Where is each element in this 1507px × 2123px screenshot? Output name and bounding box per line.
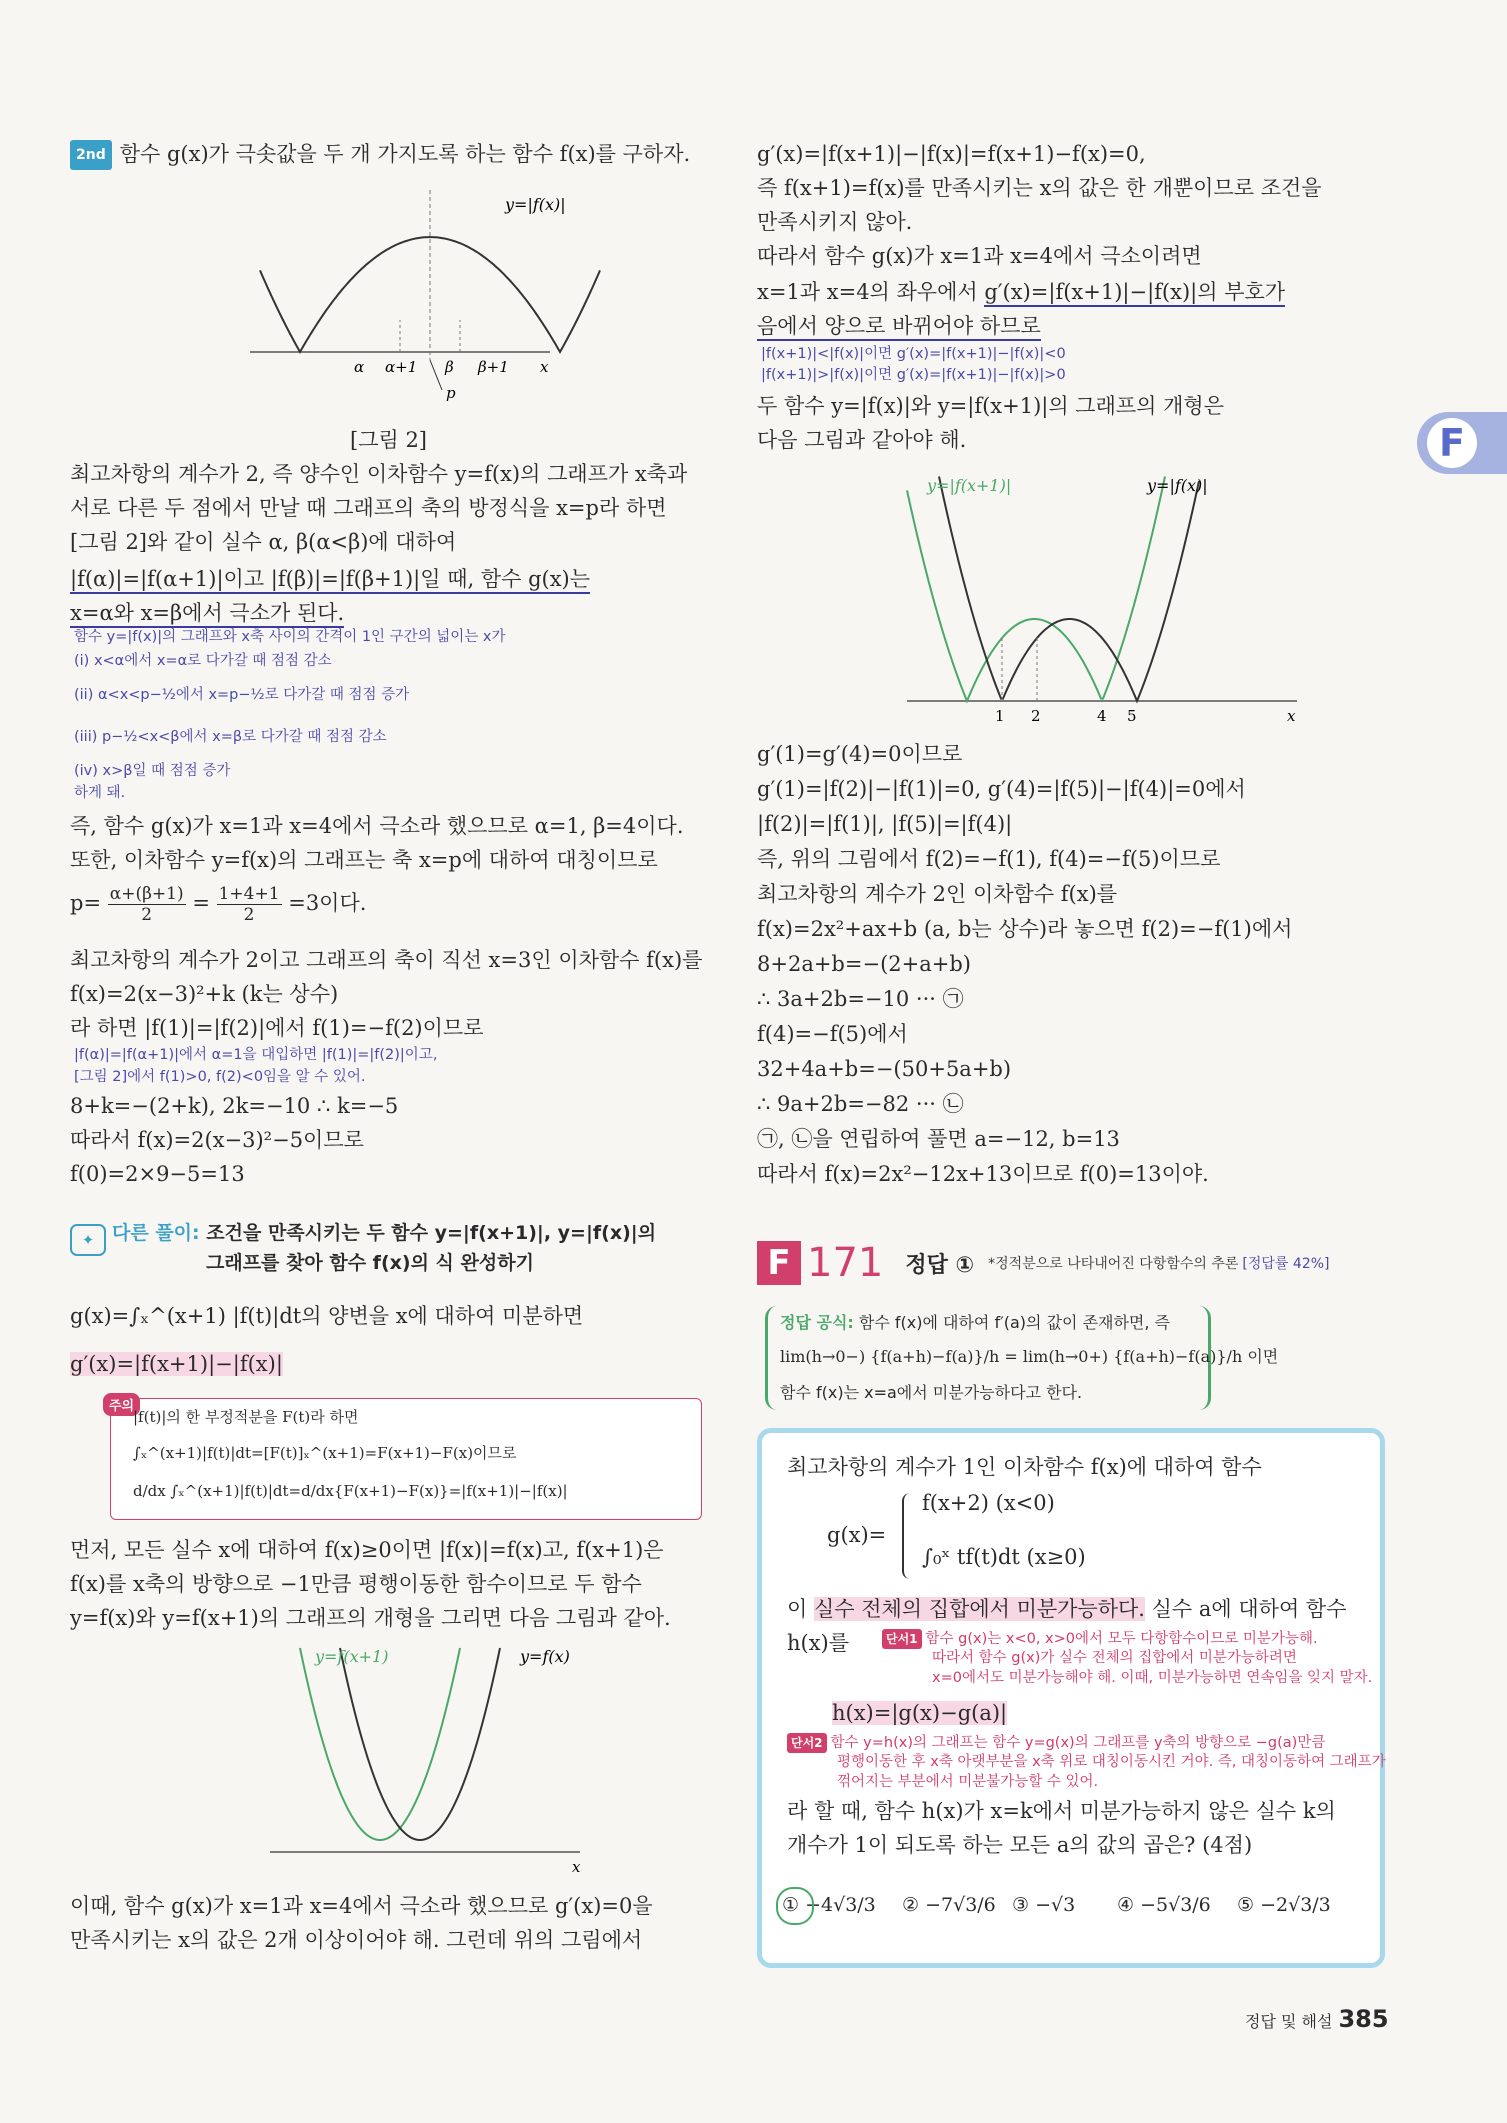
caution-line: d/dx ∫ₓ^(x+1)|f(t)|dt=d/dx{F(x+1)−F(x)}=|f(x+1)|−|f(x)| xyxy=(133,1482,568,1500)
problem-topic: *정적분으로 나타내어진 다항함수의 추론 xyxy=(988,1256,1239,1272)
annotation-line: 함수 y=|f(x)|의 그래프와 x축 사이의 간격이 1인 구간의 넓이는 x가 xyxy=(74,629,506,645)
alt-line: g(x)=∫ₓ^(x+1) |f(t)|dt의 양변을 x에 대하여 미분하면 xyxy=(70,1304,584,1328)
para4-line: 8+k=−(2+k), 2k=−10 ∴ k=−5 xyxy=(70,1094,399,1118)
annotation-line: |f(x+1)|>|f(x)|이면 g′(x)=|f(x+1)|−|f(x)|>0 xyxy=(761,367,1066,383)
fig2-curve-label: y=|f(x)| xyxy=(505,195,566,214)
alt-solution-head-2: 그래프를 찾아 함수 f(x)의 식 완성하기 xyxy=(206,1252,534,1274)
caution-tag: 주의 xyxy=(103,1393,140,1416)
fig2-tick-x: x xyxy=(540,358,549,376)
para4-line: 따라서 f(x)=2(x−3)²−5이므로 xyxy=(70,1128,364,1152)
right-after-line: 8+2a+b=−(2+a+b) xyxy=(757,952,971,976)
answer-circle xyxy=(776,1887,814,1925)
fig2-p-pointer xyxy=(430,360,442,390)
fig2-tick-alpha1: α+1 xyxy=(385,358,418,376)
annotation-line: [그림 2]에서 f(1)>0, f(2)<0임을 알 수 있어. xyxy=(74,1069,366,1085)
right-line: 따라서 함수 g(x)가 x=1과 x=4에서 극소이려면 xyxy=(757,244,1202,268)
para2-line: 즉, 함수 g(x)가 x=1과 x=4에서 극소라 했으므로 α=1, β=4이다. xyxy=(70,814,684,838)
right-after-line: 32+4a+b=−(50+5a+b) xyxy=(757,1057,1012,1081)
intro-text: 함수 g(x)가 극솟값을 두 개 가지도록 하는 함수 f(x)를 구하자. xyxy=(119,142,691,166)
fig3-green-label: y=f(x+1) xyxy=(315,1647,389,1666)
fig3-green-curve xyxy=(300,1648,460,1840)
fig4-tick-5: 5 xyxy=(1127,707,1137,725)
intro-line xyxy=(70,140,690,170)
caution-box xyxy=(110,1398,702,1520)
right-after-line: ㉠, ㉡을 연립하여 풀면 a=−12, b=13 xyxy=(757,1127,1120,1151)
fig2-tick-p: p xyxy=(446,384,456,402)
hint-1-line: x=0에서도 미분가능해야 해. 이때, 미분가능하면 연속임을 잊지 말자. xyxy=(932,1670,1373,1686)
hint-1: 단서1 함수 g(x)는 x<0, x>0에서 모두 다항함수이므로 미분가능해. xyxy=(882,1629,1318,1649)
fig4-green-label: y=|f(x+1)| xyxy=(927,476,1012,495)
right-after-line: ∴ 3a+2b=−10 ··· ㉠ xyxy=(757,987,964,1011)
annotation-line: 하게 돼. xyxy=(74,785,126,801)
fig3-black-curve xyxy=(340,1648,500,1840)
formula-line-1: 정답 공식: 함수 f(x)에 대하여 f′(a)의 값이 존재하면, 즉 xyxy=(780,1313,1171,1332)
formula-box xyxy=(765,1306,1279,1410)
hint-1-line: 따라서 함수 g(x)가 실수 전체의 집합에서 미분가능하려면 xyxy=(932,1650,1297,1666)
right-after-line: 따라서 f(x)=2x²−12x+13이므로 f(0)=13이야. xyxy=(757,1162,1209,1186)
right-line: 다음 그림과 같아야 해. xyxy=(757,428,967,452)
hint-2: 단서2 함수 y=h(x)의 그래프는 함수 y=g(x)의 그래프를 y축의 방향으로 −g(a)만큼 xyxy=(787,1733,1325,1753)
para5-line: f(x)를 x축의 방향으로 −1만큼 평행이동한 함수이므로 두 함수 xyxy=(70,1572,642,1596)
caution-line: |f(t)|의 한 부정적분을 F(t)라 하면 xyxy=(133,1408,359,1426)
para1-line: 최고차항의 계수가 2, 즉 양수인 이차함수 y=f(x)의 그래프가 x축과 xyxy=(70,462,688,486)
p-frac-2: $\frac{1+4+1}{2}$ xyxy=(218,884,280,925)
underlined-condition: x=α와 x=β에서 극소가 된다. xyxy=(70,599,344,627)
h-definition: h(x)=|g(x)−g(a)| xyxy=(832,1701,1008,1725)
para6-line: 이때, 함수 g(x)가 x=1과 x=4에서 극소라 했으므로 g′(x)=0을 xyxy=(70,1894,653,1918)
fig2-tick-beta: β xyxy=(445,358,454,376)
right-underline-2: 음에서 양으로 바뀌어야 하므로 xyxy=(757,312,1041,340)
figure-2-caption: [그림 2] xyxy=(350,428,427,452)
caution-line: ∫ₓ^(x+1)|f(t)|dt=[F(t)]ₓ^(x+1)=F(x+1)−F(x)이므로 xyxy=(133,1444,517,1462)
formula-limit: lim(h→0−) {f(a+h)−f(a)}/h = lim(h→0+) {f(a+h)−f(a)}/h 이면 xyxy=(780,1347,1279,1366)
right-after-line: ∴ 9a+2b=−82 ··· ㉡ xyxy=(757,1092,964,1116)
choice-2[interactable]: ② −7√3/6 xyxy=(902,1894,996,1916)
page-footer xyxy=(1245,2005,1389,2033)
step-badge: 2nd xyxy=(70,140,112,170)
figure-4 xyxy=(887,465,1327,735)
hint-2-line: 꺾어지는 부분에서 미분불가능할 수 있어. xyxy=(837,1774,1099,1790)
hint-2-line: 평행이동한 후 x축 아랫부분을 x축 위로 대칭이동시킨 거야. 즉, 대칭이동하여 그래프가 xyxy=(837,1754,1386,1770)
fig4-black-curve xyxy=(939,477,1199,702)
fig3-x-label: x xyxy=(572,1858,581,1876)
choice-1[interactable]: ① −4√3/3 xyxy=(782,1894,876,1916)
right-after-line: g′(1)=g′(4)=0이므로 xyxy=(757,742,963,766)
right-line: 만족시키지 않아. xyxy=(757,210,913,234)
problem-q3: h(x)를 xyxy=(787,1631,850,1655)
figure-2 xyxy=(220,190,620,410)
right-after-line: |f(2)|=|f(1)|, |f(5)|=|f(4)| xyxy=(757,812,1013,836)
alt-solution-head: ✦ 다른 풀이: 조건을 만족시키는 두 함수 y=|f(x+1)|, y=|f(x)|의 xyxy=(70,1218,656,1256)
problem-letter: F xyxy=(757,1241,801,1285)
annotation-line: (iii) p−½<x<β에서 x=β로 다가갈 때 점점 감소 xyxy=(74,729,387,745)
problem-q5: 개수가 1이 되도록 하는 모든 a의 값의 곱은? (4점) xyxy=(787,1833,1253,1857)
choice-5[interactable]: ⑤ −2√3/3 xyxy=(1237,1894,1331,1916)
fig4-black-label: y=|f(x)| xyxy=(1147,476,1208,495)
formula-line-3: 함수 f(x)는 x=a에서 미분가능하다고 한다. xyxy=(780,1383,1083,1402)
fig2-tick-alpha: α xyxy=(354,358,365,376)
right-after-line: 즉, 위의 그림에서 f(2)=−f(1), f(4)=−f(5)이므로 xyxy=(757,847,1221,871)
chapter-tab xyxy=(1417,412,1507,474)
para5-line: 먼저, 모든 실수 x에 대하여 f(x)≥0이면 |f(x)|=f(x)고, f(x+1)은 xyxy=(70,1538,664,1562)
para2-line: 또한, 이차함수 y=f(x)의 그래프는 축 x=p에 대하여 대칭이므로 xyxy=(70,848,658,872)
fig2-tick-beta1: β+1 xyxy=(478,358,509,376)
annotation-line: |f(x+1)|<|f(x)|이면 g′(x)=|f(x+1)|−|f(x)|<0 xyxy=(761,346,1066,362)
fig4-tick-1: 1 xyxy=(995,707,1005,725)
puzzle-icon: ✦ xyxy=(70,1224,106,1256)
underlined-condition: |f(α)|=|f(α+1)|이고 |f(β)|=|f(β+1)|일 때, 함수 g(x)는 xyxy=(70,565,590,593)
fig3-black-label: y=f(x) xyxy=(520,1647,570,1666)
right-after-line: g′(1)=|f(2)|−|f(1)|=0, g′(4)=|f(5)|−|f(4)|=0에서 xyxy=(757,777,1246,801)
right-line: g′(x)=|f(x+1)|−|f(x)|=f(x+1)−f(x)=0, xyxy=(757,142,1146,166)
right-after-line: f(x)=2x²+ax+b (a, b는 상수)라 놓으면 f(2)=−f(1)에서 xyxy=(757,917,1293,941)
para3-line: 라 하면 |f(1)|=|f(2)|에서 f(1)=−f(2)이므로 xyxy=(70,1016,484,1040)
annotation-line: (ii) α<x<p−½에서 x=p−½로 다가갈 때 점점 증가 xyxy=(74,687,410,703)
fig4-tick-4: 4 xyxy=(1097,707,1107,725)
para1-line: 서로 다른 두 점에서 만날 때 그래프의 축의 방정식을 x=p라 하면 xyxy=(70,496,667,520)
problem-q4: 라 할 때, 함수 h(x)가 x=k에서 미분가능하지 않은 실수 k의 xyxy=(787,1799,1336,1823)
g-case-1: f(x+2) (x<0) xyxy=(922,1491,1055,1515)
para3-line: 최고차항의 계수가 2이고 그래프의 축이 직선 x=3인 이차함수 f(x)를 xyxy=(70,948,703,972)
right-underline-1: x=1과 x=4의 좌우에서 g′(x)=|f(x+1)|−|f(x)|의 부호가 xyxy=(757,278,1285,306)
right-line: 두 함수 y=|f(x)|와 y=|f(x+1)|의 그래프의 개형은 xyxy=(757,394,1224,418)
piecewise-brace xyxy=(902,1493,914,1579)
problem-answer: 정답 ① xyxy=(905,1252,975,1278)
para3-line: f(x)=2(x−3)²+k (k는 상수) xyxy=(70,982,339,1006)
annotation-line: (i) x<α에서 x=α로 다가갈 때 점점 감소 xyxy=(74,653,332,669)
page-number: 385 xyxy=(1338,2005,1389,2033)
para6-line: 만족시키는 x의 값은 2개 이상이어야 해. 그런데 위의 그림에서 xyxy=(70,1928,643,1952)
choice-4[interactable]: ④ −5√3/6 xyxy=(1117,1894,1211,1916)
alt-derivative: g′(x)=|f(x+1)|−|f(x)| xyxy=(70,1352,283,1376)
figure-3 xyxy=(250,1640,610,1880)
right-after-line: 최고차항의 계수가 2인 이차함수 f(x)를 xyxy=(757,882,1118,906)
choice-3[interactable]: ③ −√3 xyxy=(1012,1894,1076,1916)
problem-number: 171 xyxy=(807,1240,884,1286)
right-after-line: f(4)=−f(5)에서 xyxy=(757,1022,908,1046)
right-line: 즉 f(x+1)=f(x)를 만족시키는 x의 값은 한 개뿐이므로 조건을 xyxy=(757,176,1322,200)
g-case-2: ∫₀ˣ tf(t)dt (x≥0) xyxy=(922,1545,1086,1569)
chapter-letter: F xyxy=(1427,418,1477,468)
g-lhs: g(x)= xyxy=(827,1523,887,1547)
problem-rate: [정답률 42%] xyxy=(1242,1256,1330,1272)
problem-q1: 최고차항의 계수가 1인 이차함수 f(x)에 대하여 함수 xyxy=(787,1455,1262,1479)
para4-line: f(0)=2×9−5=13 xyxy=(70,1162,245,1186)
problem-header xyxy=(757,1240,1330,1286)
p-equation: p= $\frac{\alpha+(\beta+1)}{2}$ = $\frac{1+4+1}{2} =3$이다. xyxy=(70,884,367,925)
footer-text: 정답 및 해설 xyxy=(1245,2012,1333,2031)
annotation-line: (iv) x>β일 때 점점 증가 xyxy=(74,763,231,779)
fig4-tick-x: x xyxy=(1287,707,1296,725)
problem-q2: 이 실수 전체의 집합에서 미분가능하다. 실수 a에 대하여 함수 xyxy=(787,1597,1347,1621)
problem-box xyxy=(757,1428,1385,1968)
para1-line: [그림 2]와 같이 실수 α, β(α<β)에 대하여 xyxy=(70,530,457,554)
fig4-tick-2: 2 xyxy=(1031,707,1041,725)
p-frac-1: $\frac{\alpha+(\beta+1)}{2}$ xyxy=(109,884,184,925)
para5-line: y=f(x)와 y=f(x+1)의 그래프의 개형을 그리면 다음 그림과 같아. xyxy=(70,1606,671,1630)
annotation-line: |f(α)|=|f(α+1)|에서 α=1을 대입하면 |f(1)|=|f(2)|이고, xyxy=(74,1047,438,1063)
